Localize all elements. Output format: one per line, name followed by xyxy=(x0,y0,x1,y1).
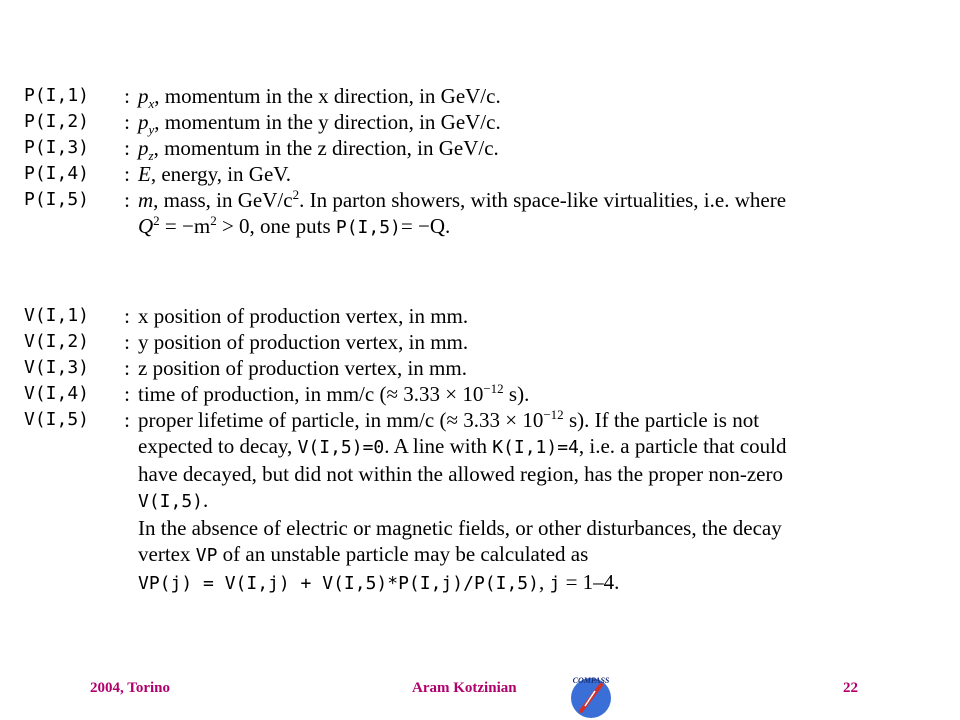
p-key: P(I,5) xyxy=(24,189,90,210)
v-entry-4: V(I,4) : time of production, in mm/c (≈ $3.33 \times 10^{-12}$ s). xyxy=(24,381,530,406)
v-entry-1: V(I,1) : x position of production vertex, in mm. xyxy=(24,304,469,328)
v5-line-6-formula: VP(j) = V(I,j) + V(I,5)*P(I,j)/P(I,5), j = 1–4. xyxy=(138,570,620,594)
footer-page-number: 22 xyxy=(843,680,858,696)
p-entry-2: P(I,2) : $p_y$, momentum in the y direction, in GeV/c. xyxy=(24,110,501,138)
p-entry-1: P(I,1) : $p_x$, momentum in the x direction, in GeV/c. xyxy=(24,84,501,112)
v5-line-4: In the absence of electric or magnetic fields, or other disturbances, the decay xyxy=(138,516,782,540)
p-entry-4: P(I,4) : E, energy, in GeV. xyxy=(24,162,291,186)
v-key: V(I,5) xyxy=(24,409,90,430)
p-key: P(I,1) xyxy=(24,85,90,106)
p-entry-5-continuation: $Q^2 = -m^2 > 0$, one puts P(I,5)= −Q. xyxy=(138,213,451,238)
p-entry-5: P(I,5) : m, mass, in GeV/$c^2$. In parton showers, with space-like virtualities, i.e. where $Q^2 = -m^2 > 0$, one puts P(I,5)= −Q. xyxy=(24,187,936,241)
footer-author: Aram Kotzinian xyxy=(412,680,517,696)
v-entry-2: V(I,2) : y position of production vertex, in mm. xyxy=(24,330,469,354)
p-key: P(I,2) xyxy=(24,111,90,132)
v-key: V(I,2) xyxy=(24,331,90,352)
v-entry-3: V(I,3) : z position of production vertex, in mm. xyxy=(24,356,467,380)
v-entry-5: V(I,5) : proper lifetime of particle, in mm/c (≈ $3.33 \times 10^{-12}$ s). If the particle is not expected to decay, V(I,5)=0. A line with K(I,1)=4, i.e. a particle that could have decayed, but did not within the allowed region, has the proper non-zero V(I,5). In the absence of electric or magnetic fields, or other disturbances, the decay vertex VP of an unstable particle may be calculated as VP(j) = V(I,j) + V(I,5)*P(I,j)/P(I,5), j = 1–4. xyxy=(24,407,936,597)
p-key: P(I,4) xyxy=(24,163,90,184)
v5-line-1: expected to decay, V(I,5)=0. A line with K(I,1)=4, i.e. a particle that could xyxy=(138,434,787,458)
v5-line-3: V(I,5). xyxy=(138,488,209,512)
p-key: P(I,3) xyxy=(24,137,90,158)
footer-location: 2004, Torino xyxy=(90,680,171,696)
v-key: V(I,4) xyxy=(24,383,90,404)
compass-logo-text: COMPASS xyxy=(572,676,610,685)
v5-line-2: have decayed, but did not within the allowed region, has the proper non-zero xyxy=(138,462,783,486)
v-key: V(I,1) xyxy=(24,305,90,326)
p-entry-3: P(I,3) : $p_z$, momentum in the z direction, in GeV/c. xyxy=(24,136,499,164)
v-key: V(I,3) xyxy=(24,357,90,378)
compass-logo xyxy=(565,673,617,719)
v5-line-5: vertex VP of an unstable particle may be calculated as xyxy=(138,542,589,566)
